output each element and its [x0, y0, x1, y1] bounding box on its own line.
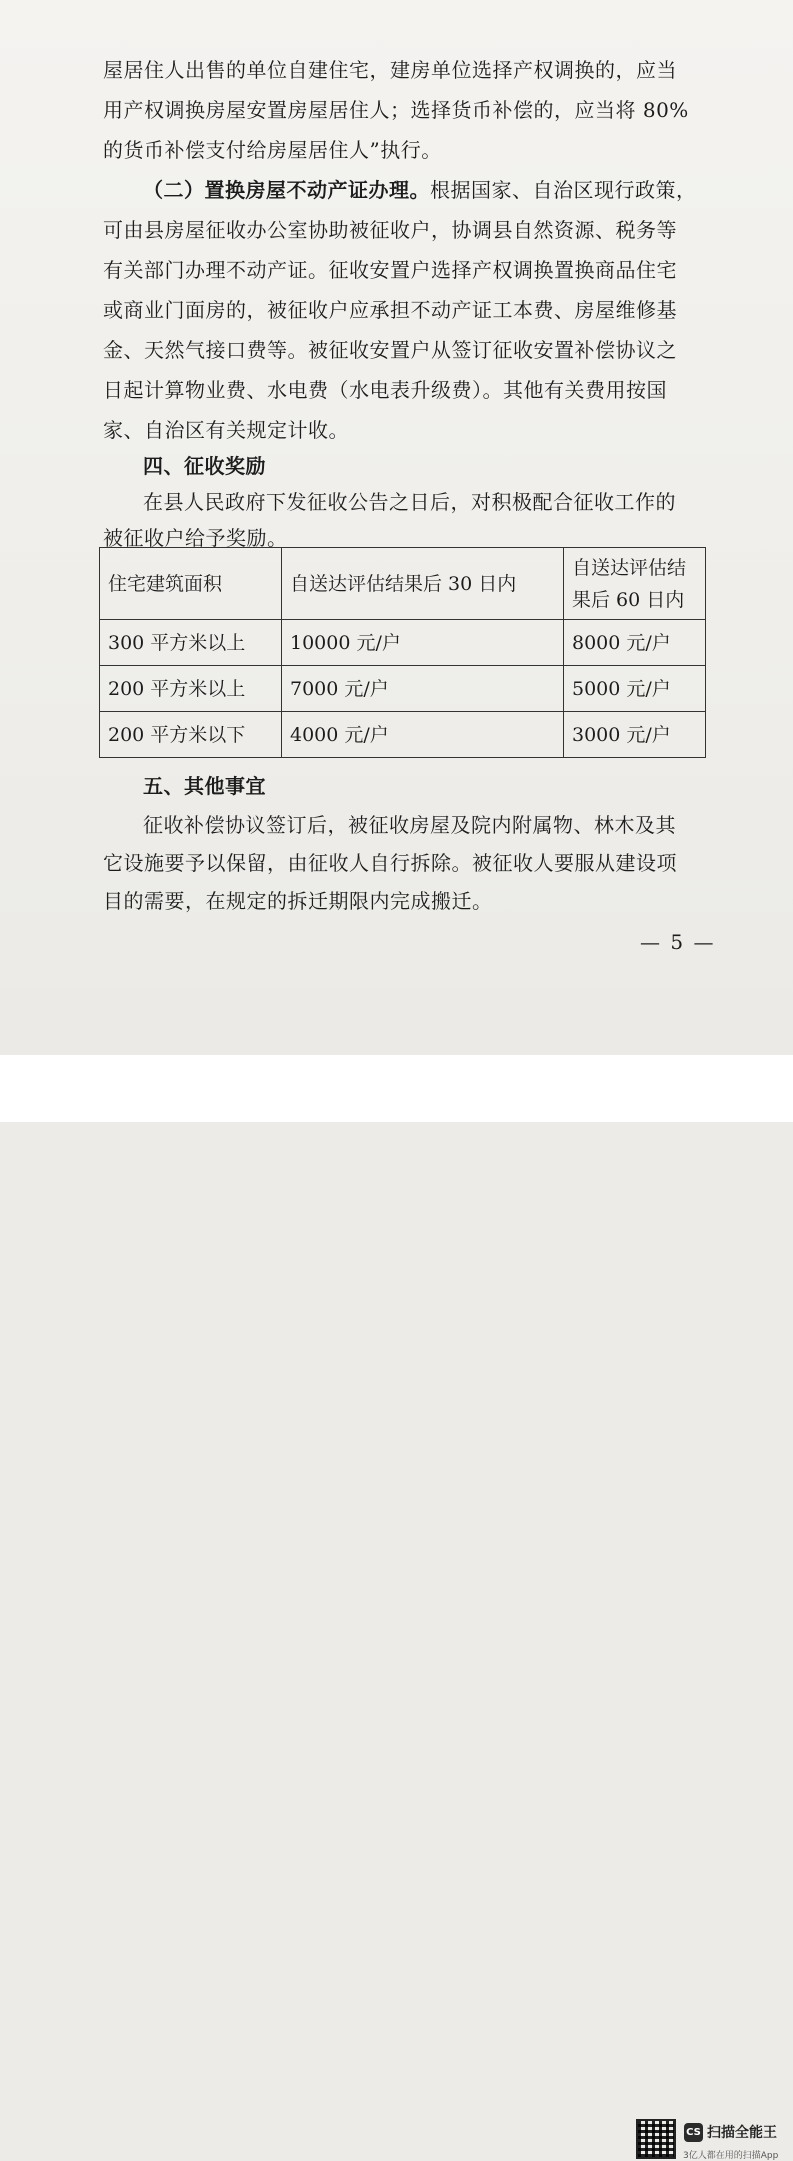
table-cell: 3000 元/户 [564, 712, 706, 758]
paragraph-line: 的货币补偿支付给房屋居住人”执行。 [103, 138, 442, 162]
section-heading-4: 四、征收奖励 [143, 454, 266, 478]
table-cell: 200 平方米以下 [100, 712, 282, 758]
table-header-cell: 自送达评估结果后 30 日内 [282, 548, 564, 620]
page-number: — 5 — [640, 930, 716, 954]
cs-logo-icon: CS [684, 2123, 703, 2142]
table-header-line: 果后 60 日内 [572, 588, 685, 611]
paragraph-line: 被征收户给予奖励。 [103, 526, 288, 550]
paragraph-line: 可由县房屋征收办公室协助被征收户，协调县自然资源、税务等 [103, 218, 677, 242]
table-row [100, 666, 706, 712]
table-cell: 300 平方米以上 [100, 620, 282, 666]
document-page [0, 0, 793, 1055]
qr-code-icon [636, 2119, 676, 2159]
table-header-cell [564, 548, 706, 620]
table-cell: 7000 元/户 [282, 666, 564, 712]
brand-name: 扫描全能王 [707, 2125, 777, 2141]
paragraph-line: 屋居住人出售的单位自建住宅，建房单位选择产权调换的，应当 [103, 58, 677, 82]
table-cell: 10000 元/户 [282, 620, 564, 666]
paragraph-line: 日起计算物业费、水电费（水电表升级费）。其他有关费用按国 [103, 378, 667, 402]
paragraph-text: 根据国家、自治区现行政策， [430, 178, 697, 202]
paragraph-line: 目的需要，在规定的拆迁期限内完成搬迁。 [103, 889, 493, 913]
paragraph-line: 家、自治区有关规定计收。 [103, 418, 349, 442]
table-cell: 200 平方米以上 [100, 666, 282, 712]
paragraph-line: 或商业门面房的，被征收户应承担不动产证工本费、房屋维修基 [103, 298, 677, 322]
scanner-watermark-footer [0, 1055, 793, 2161]
paragraph-line: 在县人民政府下发征收公告之日后，对积极配合征收工作的 [143, 490, 676, 514]
reward-table [99, 547, 706, 758]
table-row [100, 712, 706, 758]
paragraph-line: 征收补偿协议签订后，被征收房屋及院内附属物、林木及其 [143, 813, 676, 837]
table-header-row [100, 548, 706, 620]
table-header-line: 自送达评估结 [572, 556, 687, 579]
paragraph-line: 用产权调换房屋安置房屋居住人；选择货币补偿的，应当将 80% [103, 98, 689, 122]
subsection-title: （二）置换房屋不动产证办理。 [143, 178, 430, 202]
table-row [100, 620, 706, 666]
table-cell: 4000 元/户 [282, 712, 564, 758]
paragraph-line [143, 170, 711, 210]
section-heading-5: 五、其他事宜 [143, 774, 266, 798]
table-header-cell: 住宅建筑面积 [100, 548, 282, 620]
table-cell: 8000 元/户 [564, 620, 706, 666]
brand-tagline: 3亿人都在用的扫描App [683, 2151, 779, 2161]
paragraph-line: 有关部门办理不动产证。征收安置户选择产权调换置换商品住宅 [103, 258, 677, 282]
paragraph-line: 金、天然气接口费等。被征收安置户从签订征收安置补偿协议之 [103, 338, 677, 362]
paragraph-line: 它设施要予以保留，由征收人自行拆除。被征收人要服从建设项 [103, 851, 677, 875]
table-cell: 5000 元/户 [564, 666, 706, 712]
